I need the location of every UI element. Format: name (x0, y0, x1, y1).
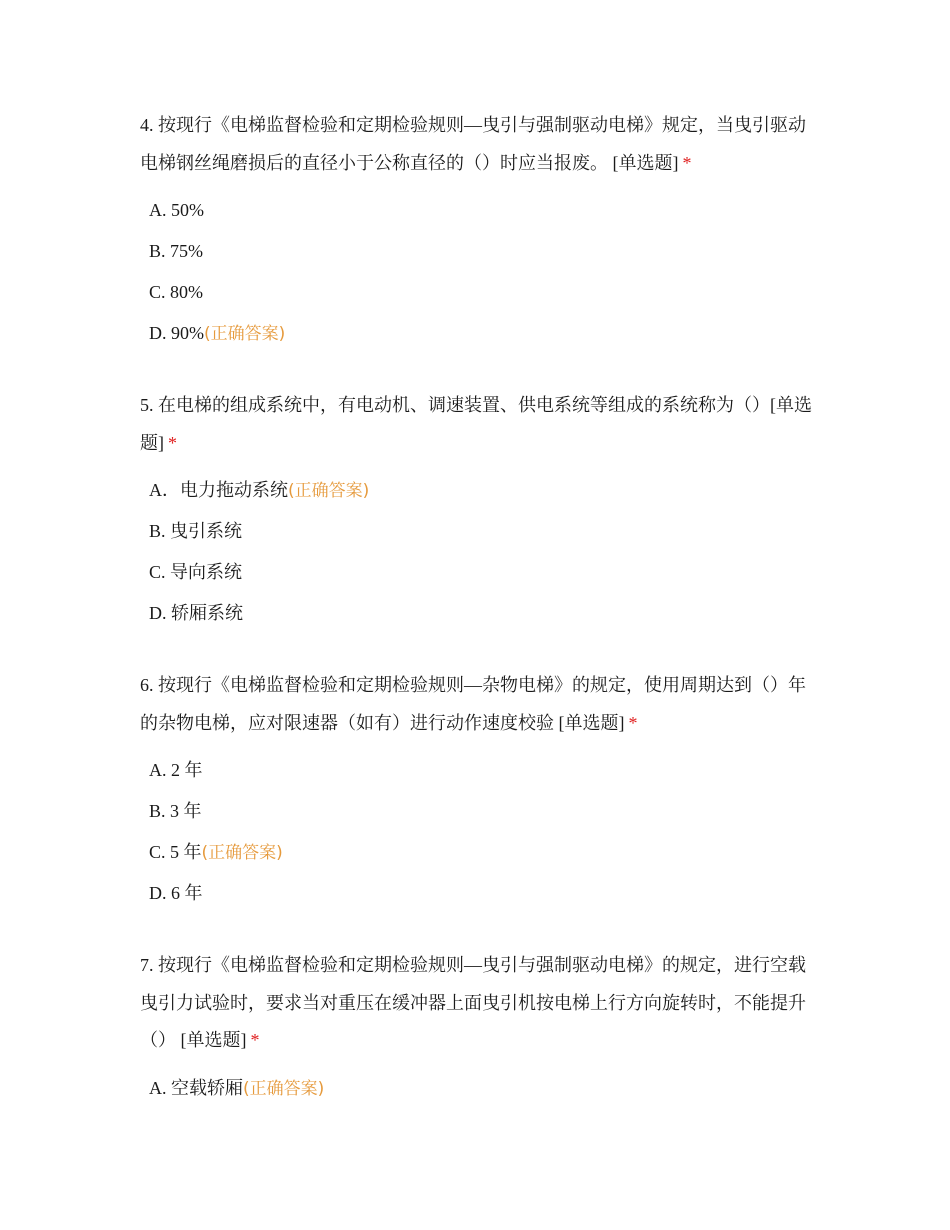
option-c[interactable]: C. 导向系统 (149, 562, 243, 582)
question-7 (140, 947, 816, 1109)
options-list (140, 750, 816, 914)
required-marker: * (250, 1030, 260, 1050)
option-d[interactable]: D. 6 年 (149, 883, 203, 903)
option-c[interactable]: C. 80% (149, 282, 203, 302)
option-d[interactable]: D. 90%(正确答案) (149, 323, 286, 344)
option-a[interactable]: A．电力拖动系统(正确答案) (149, 480, 370, 501)
question-text: 4. 按现行《电梯监督检验和定期检验规则—曳引与强制驱动电梯》规定，当曳引驱动电梯钢丝绳磨损后的直径小于公称直径的（）时应当报废。 [单选题] * (140, 115, 806, 173)
question-5 (140, 387, 816, 634)
option-c[interactable]: C. 5 年(正确答案) (149, 842, 283, 863)
options-list (140, 470, 816, 634)
option-a[interactable]: A. 空载轿厢(正确答案) (149, 1077, 325, 1099)
correct-answer-tag: (正确答案) (201, 843, 283, 863)
required-marker: * (168, 432, 177, 453)
options-list (140, 190, 816, 354)
correct-answer-tag: (正确答案) (243, 1078, 325, 1099)
question-6 (140, 667, 816, 914)
option-a[interactable]: A. 50% (149, 200, 204, 220)
question-text: 7. 按现行《电梯监督检验和定期检验规则—曳引与强制驱动电梯》的规定，进行空载曳引力试验时，要求当对重压在缓冲器上面曳引机按电梯上行方向旋转时，不能提升（） [单选题] * (140, 955, 806, 1050)
options-list (140, 1068, 816, 1109)
required-marker: * (682, 152, 692, 173)
correct-answer-tag: (正确答案) (288, 481, 370, 501)
required-marker: * (628, 712, 638, 733)
option-b[interactable]: B. 曳引系统 (149, 521, 243, 541)
question-4 (140, 107, 816, 354)
correct-answer-tag: (正确答案) (204, 324, 286, 344)
question-text: 5. 在电梯的组成系统中，有电动机、调速装置、供电系统等组成的系统称为（）[单选题] * (140, 395, 812, 453)
option-a[interactable]: A. 2 年 (149, 760, 203, 780)
question-text: 6. 按现行《电梯监督检验和定期检验规则—杂物电梯》的规定，使用周期达到（）年的杂物电梯，应对限速器（如有）进行动作速度校验 [单选题] * (140, 675, 806, 733)
option-b[interactable]: B. 3 年 (149, 801, 202, 821)
option-b[interactable]: B. 75% (149, 241, 203, 261)
option-d[interactable]: D. 轿厢系统 (149, 603, 243, 623)
